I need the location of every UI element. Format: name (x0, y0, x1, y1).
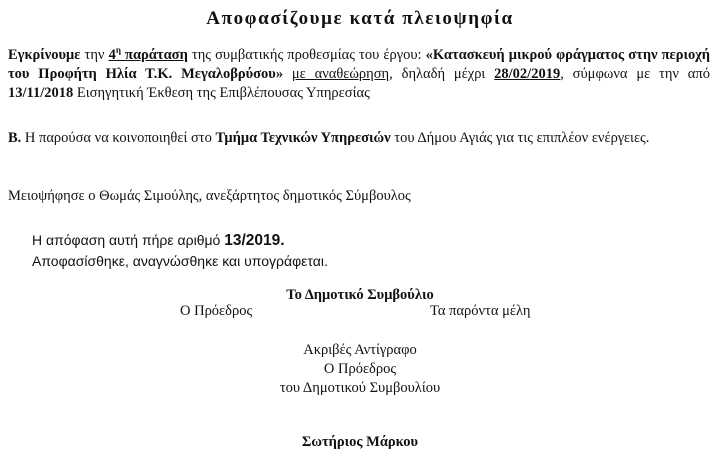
text: , δηλαδή μέχρι (389, 66, 495, 82)
department-name: Τμήμα Τεχνικών Υπηρεσιών (215, 130, 391, 146)
text: Εισηγητική Έκθεση της Επιβλέπουσας Υπηρεσίας (73, 85, 370, 101)
ordinal-suffix: η (115, 45, 121, 56)
text: , σύμφωνα με την από (560, 66, 710, 82)
council-title: Το Δημοτικό Συμβούλιο (286, 287, 434, 303)
dissent-statement: Μειοψήφησε ο Θωμάς Σιμούλης, ανεξάρτητος δημοτικός Σύμβουλος (8, 188, 411, 204)
text: του Δήμου Αγιάς για τις επιπλέον ενέργειες. (390, 130, 650, 146)
members-label: Τα παρόντα μέλη (430, 303, 531, 319)
text (283, 66, 292, 82)
report-date: 13/11/2018 (8, 85, 74, 101)
deadline-date: 28/02/2019 (494, 66, 561, 82)
text: Η παρούσα να κοινοποιηθεί στο (21, 130, 216, 146)
text: Η απόφαση αυτή πήρε αριθμό (32, 232, 225, 248)
decision-block (32, 230, 328, 271)
decision-number-line (32, 230, 328, 251)
project-name: «Κατασκευή μικρού φράγματος στην περιοχή του Προφήτη Ηλία Τ.Κ. Μεγαλοβρύσου» (8, 47, 711, 82)
ordinal-number: 4 (108, 47, 116, 63)
text: την (80, 47, 109, 63)
extension-word: παράταση (120, 47, 188, 63)
copy-line-3: του Δημοτικού Συμβουλίου (279, 380, 441, 396)
copy-line-1: Ακριβές Αντίγραφο (303, 342, 417, 358)
page-title: Αποφασίζουμε κατά πλειοψηφία (206, 8, 514, 29)
president-label: Ο Πρόεδρος (180, 303, 253, 319)
copy-line-2: Ο Πρόεδρος (323, 361, 397, 377)
decision-adopted-line: Αποφασίσθηκε, αναγνώσθηκε και υπογράφεται. (32, 253, 328, 269)
approve-word: Εγκρίνουμε (8, 47, 81, 63)
revision-text: με αναθεώρηση (291, 66, 390, 82)
text: της συμβατικής προθεσμίας του έργου: (187, 47, 426, 63)
decision-number: 13/2019. (224, 232, 285, 249)
notify-paragraph (8, 129, 710, 148)
signatory-name: Σωτήριος Μάρκου (301, 434, 419, 450)
item-label: Β. (8, 130, 22, 146)
approval-paragraph (8, 46, 710, 103)
